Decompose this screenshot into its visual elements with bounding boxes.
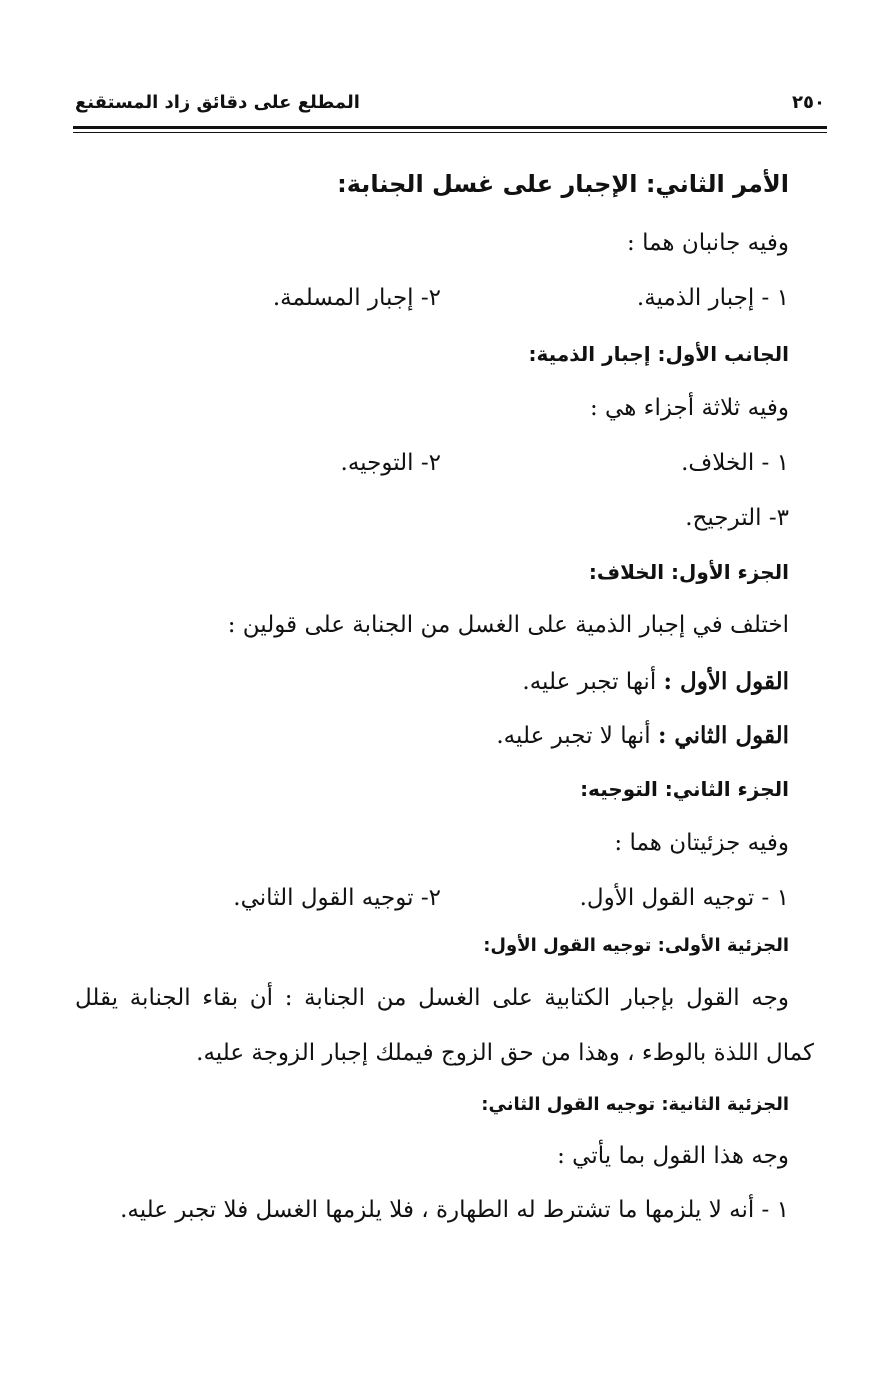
subpart-two-heading: الجزئية الثانية: توجيه القول الثاني: [481, 1094, 789, 1115]
part-item-3: ٣- الترجيح. [685, 505, 789, 531]
opinion-1 [522, 668, 789, 697]
intro-aspects: وفيه جانبان هما : [627, 230, 789, 256]
opinion-1-text: أنها تجبر عليه. [522, 669, 664, 695]
subpart-two-point-1: ١ - أنه لا يلزمها ما تشترط له الطهارة ، فلا يلزمها الغسل فلا تجبر عليه. [120, 1197, 789, 1223]
opinion-2-label: القول الثاني : [657, 722, 789, 749]
section-heading: الأمر الثاني: الإجبار على غسل الجنابة: [337, 170, 789, 198]
first-aspect-heading: الجانب الأول: إجبار الذمية: [528, 342, 789, 366]
subpart-one-heading: الجزئية الأولى: توجيه القول الأول: [483, 935, 789, 956]
subpart-two-intro: وجه هذا القول بما يأتي : [557, 1143, 789, 1169]
page-number: ٢٥٠ [792, 92, 825, 113]
intro-parts: وفيه ثلاثة أجزاء هي : [589, 395, 789, 421]
opinion-1-label: القول الأول : [663, 668, 789, 695]
part-item-2: ٢- التوجيه. [340, 450, 441, 476]
opinion-2-text: أنها لا تجبر عليه. [496, 723, 658, 749]
header-rule-thick [73, 126, 827, 129]
opinion-2 [496, 722, 789, 751]
page-header [75, 92, 825, 122]
subpart-item-2: ٢- توجيه القول الثاني. [233, 885, 441, 911]
running-title: المطلع على دقائق زاد المستقنع [75, 92, 360, 113]
header-rule-thin [73, 132, 827, 133]
aspect-item-1: ١ - إجبار الذمية. [636, 285, 789, 311]
part-item-1: ١ - الخلاف. [681, 450, 789, 476]
subpart-item-1: ١ - توجيه القول الأول. [579, 885, 789, 911]
aspect-item-2: ٢- إجبار المسلمة. [272, 285, 441, 311]
part-two-heading: الجزء الثاني: التوجيه: [580, 777, 789, 801]
intro-subparts: وفيه جزئيتان هما : [614, 830, 789, 856]
part-one-heading: الجزء الأول: الخلاف: [588, 560, 789, 584]
subpart-one-text-line-1: وجه القول بإجبار الكتابية على الغسل من الجنابة : أن بقاء الجنابة يقلل [75, 985, 789, 1011]
disagreement-text: اختلف في إجبار الذمية على الغسل من الجنابة على قولين : [227, 612, 789, 638]
subpart-one-text-line-2: كمال اللذة بالوطء ، وهذا من حق الزوج فيملك إجبار الزوجة عليه. [196, 1040, 814, 1066]
